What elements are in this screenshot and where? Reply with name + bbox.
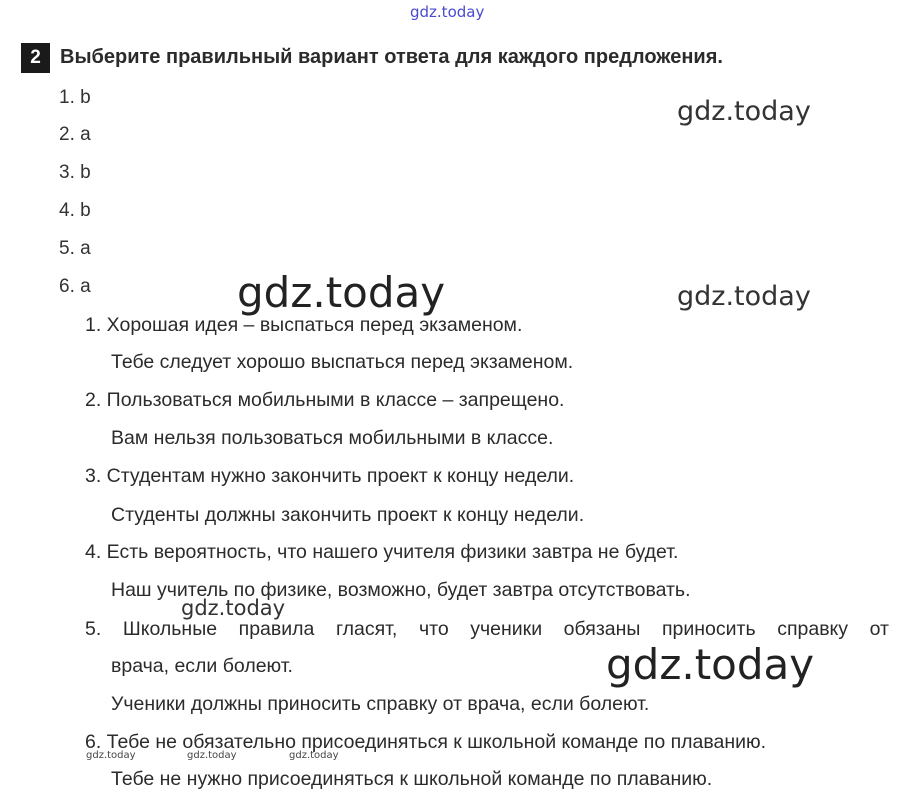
sentence-5-original-line-1: 5. Школьные правила гласят, что ученики обязаны приносить справку от	[85, 618, 889, 640]
watermark-tiny-2: gdz.today	[187, 750, 237, 761]
answer-item-3: 3. b	[59, 162, 91, 183]
sentence-6-rewrite: Тебе не нужно присоединяться к школьной команде по плаванию.	[111, 768, 713, 790]
watermark-tiny-3: gdz.today	[289, 750, 339, 761]
watermark-tiny-1: gdz.today	[86, 750, 136, 761]
sentence-4-rewrite: Наш учитель по физике, возможно, будет завтра отсутствовать.	[111, 579, 691, 601]
answer-item-4: 4. b	[59, 200, 91, 221]
watermark-small: gdz.today	[181, 596, 286, 620]
answer-item-5: 5. a	[59, 238, 91, 259]
watermark-large-1: gdz.today	[237, 268, 446, 317]
watermark-large-2: gdz.today	[606, 640, 815, 689]
sentence-2-rewrite: Вам нельзя пользоваться мобильными в классе.	[111, 427, 554, 449]
answer-item-1: 1. b	[59, 87, 91, 108]
task-heading: Выберите правильный вариант ответа для каждого предложения.	[60, 46, 723, 68]
sentence-1-rewrite: Тебе следует хорошо выспаться перед экзаменом.	[111, 351, 574, 373]
sentence-2-original: 2. Пользоваться мобильными в классе – запрещено.	[85, 389, 565, 411]
sentence-3-rewrite: Студенты должны закончить проект к концу недели.	[111, 504, 585, 526]
watermark-right-2: gdz.today	[677, 281, 811, 312]
answer-item-6: 6. a	[59, 276, 91, 297]
sentence-4-original: 4. Есть вероятность, что нашего учителя физики завтра не будет.	[85, 541, 679, 563]
task-number-badge: 2	[21, 43, 50, 73]
sentence-3-original: 3. Студентам нужно закончить проект к концу недели.	[85, 465, 575, 487]
watermark-right-1: gdz.today	[677, 96, 811, 127]
sentence-6-original: 6. Тебе не обязательно присоединяться к школьной команде по плаванию.	[85, 731, 767, 753]
sentence-5-original-line-2: врача, если болеют.	[111, 655, 293, 677]
answer-item-2: 2. a	[59, 124, 91, 145]
sentence-1-original: 1. Хорошая идея – выспаться перед экзаменом.	[85, 314, 523, 336]
watermark-top: gdz.today	[410, 3, 485, 21]
sentence-5-rewrite: Ученики должны приносить справку от врача, если болеют.	[111, 693, 650, 715]
